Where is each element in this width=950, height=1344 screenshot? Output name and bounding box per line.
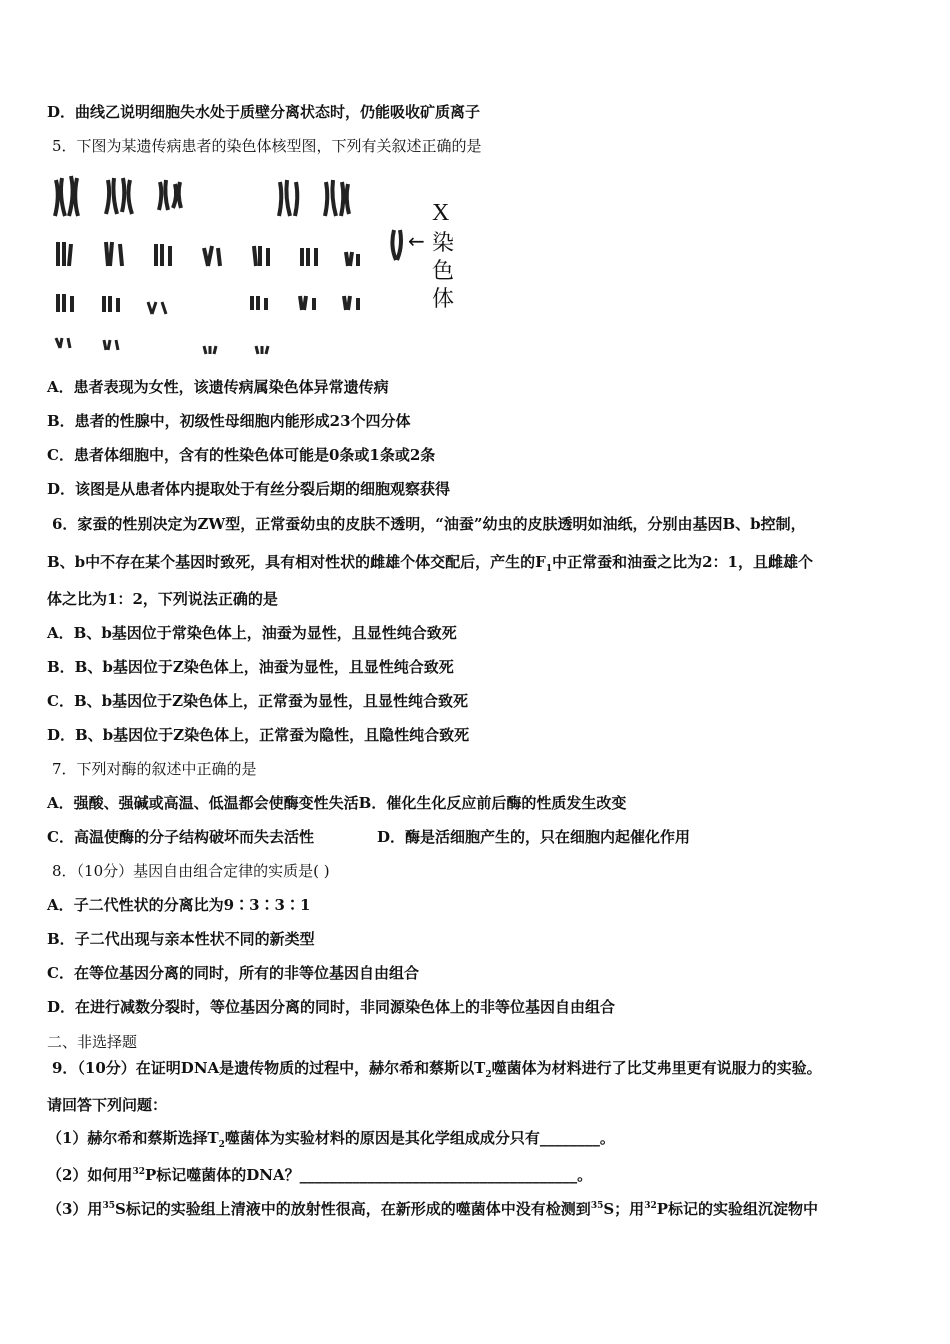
figure-arrow: ←	[408, 229, 425, 253]
q8-option-b: B．子二代出现与亲本性状不同的新类型	[47, 930, 315, 948]
q9-stem-part-b: 噬菌体为材料进行了比艾弗里更有说服力的实验。	[491, 1059, 822, 1077]
chromosome-row-4	[56, 338, 268, 354]
karyotype-figure	[44, 172, 464, 362]
q9-stem-part-a: 9．（10分）在证明DNA是遗传物质的过程中，赫尔希和蔡斯以T	[52, 1059, 486, 1077]
q6-stem-line3: 体之比为1：2，下列说法正确的是	[47, 590, 278, 608]
q6-option-b: B．B、b基因位于Z染色体上，油蚕为显性，且显性纯合致死	[47, 658, 454, 676]
q9-sub2-part-b: P标记噬菌体的DNA？_____________________________________。	[144, 1166, 593, 1184]
q9-sub1-part-a: （1）赫尔希和蔡斯选择T	[47, 1129, 219, 1147]
q6-option-c: C．B、b基因位于Z染色体上，正常蚕为显性，且显性纯合致死	[47, 692, 469, 710]
q8-option-c: C．在等位基因分离的同时，所有的非等位基因自由组合	[47, 964, 419, 982]
q9-sub2	[47, 1162, 592, 1185]
q9-sub2-superscript: 32	[132, 1167, 145, 1177]
figure-label-char-2: 色	[432, 259, 455, 284]
q7-option-d: D．酶是活细胞产生的，只在细胞内起催化作用	[377, 828, 691, 846]
q9-sub3-part-a: （3）用	[47, 1200, 103, 1218]
q6-stem-line2	[47, 552, 813, 579]
q5-option-a: A．患者表现为女性，该遗传病属染色体异常遗传病	[47, 378, 389, 396]
q9-sub3-sup3: 32	[644, 1201, 657, 1211]
q5-option-c: C．患者体细胞中，含有的性染色体可能是0条或1条或2条	[47, 446, 436, 464]
q9-sub3-sup1: 35	[102, 1201, 115, 1211]
q9-sub3	[47, 1196, 818, 1219]
chromosome-row-1	[55, 176, 349, 216]
q7-stem: 7．下列对酶的叙述中正确的是	[52, 760, 257, 778]
q4-option-d: D．曲线乙说明细胞失水处于质壁分离状态时，仍能吸收矿质离子	[47, 103, 481, 121]
q6-line2-part-a: B、b中不存在某个基因时致死，具有相对性状的雌雄个体交配后，产生的F	[47, 553, 546, 571]
q6-option-d: D．B、b基因位于Z染色体上，正常蚕为隐性，且隐性纯合致死	[47, 726, 470, 744]
figure-label-char-3: 体	[432, 287, 455, 312]
q8-option-a: A．子二代性状的分离比为9∶3∶3∶1	[47, 896, 311, 914]
q9-sub1-subscript: 2	[218, 1140, 225, 1150]
figure-label-char-1: 染	[432, 231, 455, 256]
chromosome-row-2	[58, 230, 401, 266]
chromosome-row-3	[58, 294, 358, 314]
q9-sub2-part-a: （2）如何用	[47, 1166, 133, 1184]
q6-line2-part-b: 中正常蚕和油蚕之比为2：1，且雌雄个	[552, 553, 813, 571]
q6-stem-line1: 6．家蚕的性别决定为ZW型，正常蚕幼虫的皮肤不透明，“油蚕”幼虫的皮肤透明如油纸，分别由基因B、b控制，	[52, 515, 806, 533]
q9-sub3-sup2: 35	[590, 1201, 604, 1211]
q5-option-b: B．患者的性腺中，初级性母细胞内能形成23个四分体	[47, 412, 411, 430]
q9-sub1	[47, 1128, 615, 1155]
q5-stem: 5．下图为某遗传病患者的染色体核型图，下列有关叙述正确的是	[52, 137, 482, 155]
q5-option-d: D．该图是从患者体内提取处于有丝分裂后期的细胞观察获得	[47, 480, 451, 498]
section-title-nonchoice: 二、非选择题	[47, 1033, 138, 1051]
q6-line2-subscript: 1	[545, 564, 553, 574]
q8-option-d: D．在进行减数分裂时，等位基因分离的同时，非同源染色体上的非等位基因自由组合	[47, 998, 616, 1016]
q7-options-ab: A．强酸、强碱或高温、低温都会使酶变性失活B．催化生化反应前后酶的性质发生改变	[47, 794, 627, 812]
q6-option-a: A．B、b基因位于常染色体上，油蚕为显性，且显性纯合致死	[47, 624, 457, 642]
q9-sub3-part-d: P标记的实验组沉淀物中	[656, 1200, 818, 1218]
q9-ask: 请回答下列问题：	[47, 1096, 168, 1114]
figure-x-label: X	[432, 200, 450, 226]
q9-stem	[52, 1058, 822, 1085]
q9-sub3-part-c: S；用	[603, 1200, 645, 1218]
q8-stem: 8．（10分）基因自由组合定律的实质是( )	[52, 862, 330, 880]
q9-sub1-part-b: 噬菌体为实验材料的原因是其化学组成成分只有________。	[224, 1129, 615, 1147]
q9-stem-subscript: 2	[485, 1070, 492, 1080]
q9-sub3-part-b: S标记的实验组上清液中的放射性很高，在新形成的噬菌体中没有检测到	[114, 1200, 591, 1218]
q7-option-c: C．高温使酶的分子结构破坏而失去活性	[47, 828, 314, 846]
